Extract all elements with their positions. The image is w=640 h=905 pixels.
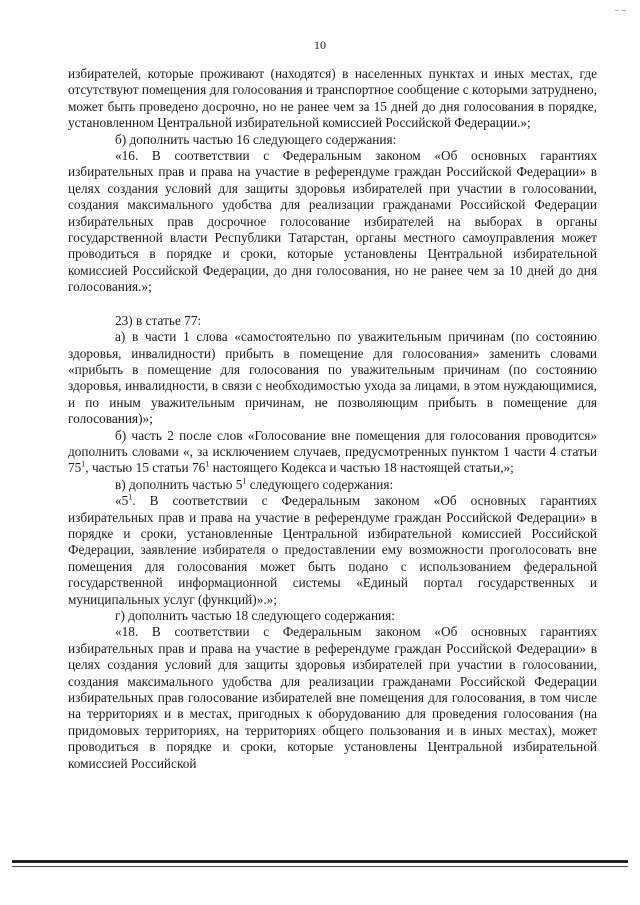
corner-scan-mark: _ _ bbox=[614, 2, 626, 12]
superscript: 1 bbox=[128, 492, 133, 502]
superscript: 1 bbox=[81, 459, 86, 469]
bottom-border-line-thin bbox=[12, 866, 628, 867]
text-fragment: . В соответствии с Федеральным законом «Об основных гарантиях избирательных прав и права на участие в референдуме граждан Российской Федерации» в порядке и сроки, установленные Центральной избирательной комиссией Российской Федерации, заявление избирателя о предоставлении ему возможности проголосовать вне помещения для голосования может быть подано с использованием федеральной государственной информационной системы «Единый портал государственных и муниципальных услуг (функций)».»; bbox=[68, 493, 597, 607]
paragraph-part-16: «16. В соответствии с Федеральным законом «Об основных гарантиях избирательных прав и права на участие в референдуме граждан Российской Федерации» в целях создания условий для защиты здоровья избирателей при участии в голосовании, создания максимального удобства для реализации гражданами Российской Федерации избирательных прав досрочное голосование избирателей на выборах в органы государственной власти Республики Татарстан, органы местного самоуправления может проводиться в порядке и сроки, которые установлены Центральной избирательной комиссией Российской Федерации, до дня голосования, но не ранее чем за 10 дней до дня голосования.»; bbox=[68, 148, 597, 295]
superscript: 1 bbox=[242, 476, 247, 486]
paragraph-item-g: г) дополнить частью 18 следующего содержания: bbox=[115, 608, 395, 623]
text-fragment: в) дополнить частью 5 bbox=[115, 476, 243, 492]
paragraph-item-v bbox=[68, 477, 597, 493]
text-fragment: , частью 15 статьи 76 bbox=[85, 460, 206, 476]
text-fragment: настоящего Кодекса и частью 18 настоящей статьи,»; bbox=[209, 460, 514, 476]
paragraph-part-5-1 bbox=[68, 493, 597, 608]
superscript: 1 bbox=[205, 459, 210, 469]
document-body bbox=[68, 66, 597, 772]
paragraph-continuation: избирателей, которые проживают (находятся) в населенных пунктах и иных местах, где отсутствуют помещения для голосования и транспортное сообщение с которыми затруднено, может быть проведено досрочно, но не ранее чем за 15 дней до дня голосования в порядке, установленном Центральной избирательной комиссией Российской Федерации.»; bbox=[68, 66, 597, 131]
paragraph-part-18: «18. В соответствии с Федеральным законом «Об основных гарантиях избирательных прав и права на участие в референдуме граждан Российской Федерации» в целях создания условий для защиты здоровья избирателей при участии в голосовании, создания максимального удобства для реализации гражданами Российской Федерации избирательных прав голосование избирателей вне помещения для голосования, в том числе на территориях и в местах, пригодных к оборудованию для проведения голосования (на придомовых территориях, на территориях общего пользования и в иных местах), может проводиться в порядке и сроки, которые установлены Центральной избирательной комиссией Российской bbox=[68, 624, 597, 771]
paragraph-spacer bbox=[68, 296, 597, 313]
paragraph-item-a: а) в части 1 слова «самостоятельно по уважительным причинам (по состоянию здоровья, инвалидности) прибыть в помещение для голосования» заменить словами «прибыть в помещение для голосования по уважительным причинам (по состоянию здоровья, инвалидности, в связи с необходимостью ухода за лицами, в этом нуждающимися, и по иным уважительным причинам, не позволяющим прибыть в помещение для голосования)»; bbox=[68, 329, 597, 427]
paragraph-item-b-part-2 bbox=[68, 428, 597, 477]
paragraph-item-23: 23) в статье 77: bbox=[115, 312, 202, 328]
text-fragment: следующего содержания: bbox=[246, 476, 394, 492]
page-number: 10 bbox=[314, 38, 326, 52]
text-fragment: б) часть 2 после слов «Голосование вне помещения для голосования проводится» дополнить словами «, за исключением случаев, предусмотренных пунктом 1 части 4 статьи 75 bbox=[68, 427, 597, 476]
bottom-border-line bbox=[12, 860, 628, 863]
text-fragment: «5 bbox=[115, 493, 129, 509]
paragraph-item-b: б) дополнить частью 16 следующего содержания: bbox=[115, 131, 397, 147]
